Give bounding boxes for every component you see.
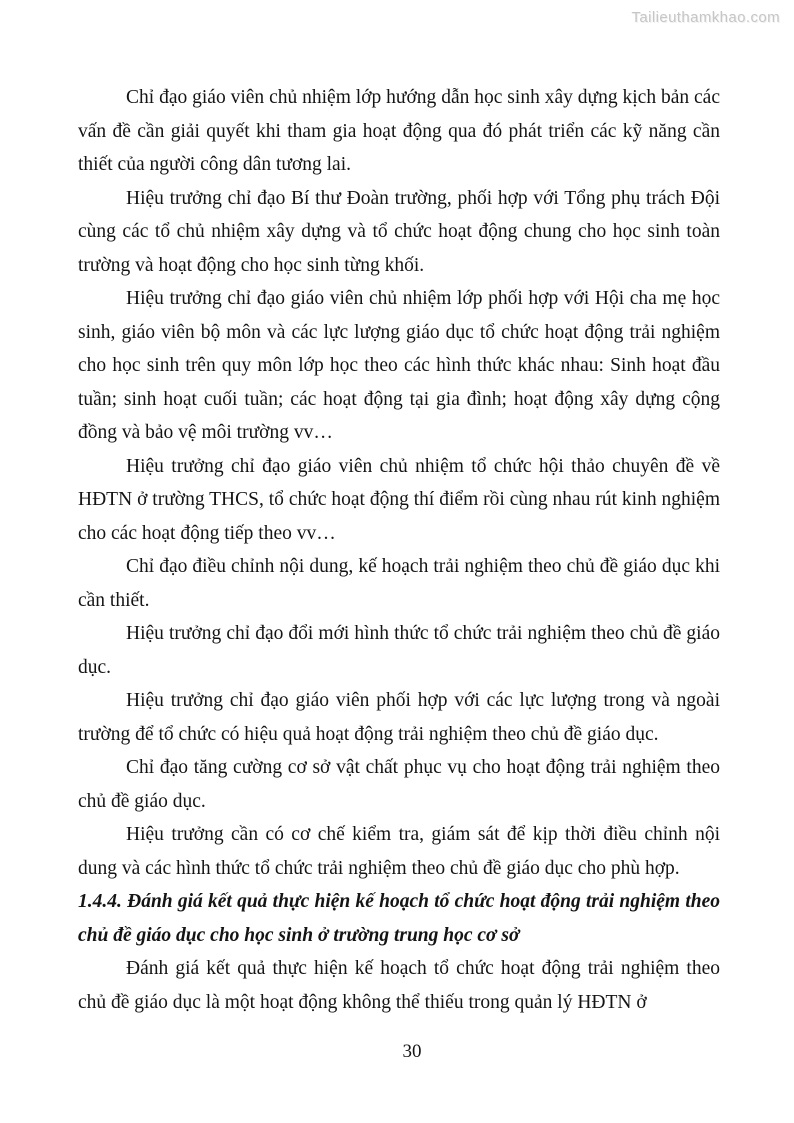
- paragraph: Hiệu trưởng chỉ đạo giáo viên chủ nhiệm lớp phối hợp với Hội cha mẹ học sinh, giáo viên bộ môn và các lực lượng giáo dục tổ chức hoạt động trải nghiệm cho học sinh trên quy môn lớp học theo các hình thức khác nhau: Sinh hoạt đầu tuần; sinh hoạt cuối tuần; các hoạt động tại gia đình; hoạt động xây dựng cộng đồng và bảo vệ môi trường vv…: [78, 288, 720, 443]
- watermark: Tailieuthamkhao.com: [631, 9, 780, 26]
- paragraph: Hiệu trưởng cần có cơ chế kiểm tra, giám sát để kịp thời điều chỉnh nội dung và các hình thức tổ chức trải nghiệm theo chủ đề giáo dục cho phù hợp.: [78, 824, 720, 879]
- paragraph: Hiệu trưởng chỉ đạo giáo viên chủ nhiệm tổ chức hội thảo chuyên đề về HĐTN ở trường THCS, tổ chức hoạt động thí điểm rồi cùng nhau rút kinh nghiệm cho các hoạt động tiếp theo vv…: [78, 455, 720, 544]
- section-heading: 1.4.4. Đánh giá kết quả thực hiện kế hoạch tổ chức hoạt động trải nghiệm theo chủ đề giáo dục cho học sinh ở trường trung học cơ sở: [78, 891, 720, 946]
- paragraph: Đánh giá kết quả thực hiện kế hoạch tổ chức hoạt động trải nghiệm theo chủ đề giáo dục là một hoạt động không thể thiếu trong quản lý HĐTN ở: [78, 958, 720, 1013]
- paragraph: Chỉ đạo giáo viên chủ nhiệm lớp hướng dẫn học sinh xây dựng kịch bản các vấn đề cần giải quyết khi tham gia hoạt động qua đó phát triển các kỹ năng cần thiết của người công dân tương lai.: [78, 87, 720, 175]
- paragraph: Hiệu trưởng chỉ đạo giáo viên phối hợp với các lực lượng trong và ngoài trường để tổ chức có hiệu quả hoạt động trải nghiệm theo chủ đề giáo dục.: [78, 690, 720, 745]
- paragraph: Chỉ đạo điều chỉnh nội dung, kế hoạch trải nghiệm theo chủ đề giáo dục khi cần thiết.: [78, 556, 720, 611]
- paragraph: Hiệu trưởng chỉ đạo Bí thư Đoàn trường, phối hợp với Tổng phụ trách Đội cùng các tổ chủ nhiệm xây dựng và tổ chức hoạt động chung cho học sinh toàn trường và hoạt động cho học sinh từng khối.: [78, 187, 720, 276]
- paragraph: Chỉ đạo tăng cường cơ sở vật chất phục vụ cho hoạt động trải nghiệm theo chủ đề giáo dục.: [78, 757, 720, 812]
- page-number: 30: [402, 1041, 422, 1062]
- paragraph: Hiệu trưởng chỉ đạo đổi mới hình thức tổ chức trải nghiệm theo chủ đề giáo dục.: [78, 623, 720, 678]
- body-text: [78, 81, 720, 1019]
